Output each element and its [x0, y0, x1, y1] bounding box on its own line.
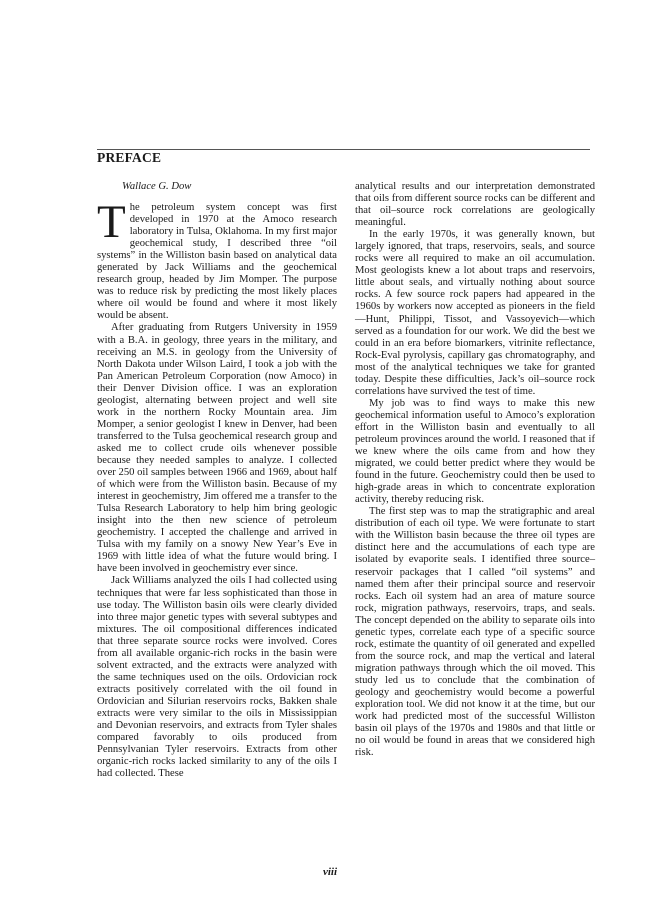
- page-number: viii: [322, 866, 338, 878]
- paragraph: Jack Williams analyzed the oils I had collected using techniques that were far less sophisticated than those in use today. The Williston basin oils were clearly divided into three major genetic types with several subtypes and mixtures. The oil compositional differences indicated that three separate source rocks were involved. Cores from all available organic-rich rocks in the basin were solvent extracted, and the extracts were analyzed with the same techniques used on the oils. Ordovician rock extracts positively correlated with the oil found in Ordovician and Silurian reservoirs rocks, Bakken shale extracts were very similar to the oils in Mississippian and Devonian reservoirs, and extracts from Tyler shales compared favorably to oils produced from Pennsylvanian Tyler reservoirs. Extracts from other organic-rich rocks lacked similarity to any of the oils I had collected. These: [97, 575, 337, 780]
- header-rule: [97, 149, 590, 150]
- page-title: PREFACE: [97, 150, 162, 165]
- drop-cap: T: [97, 196, 126, 248]
- first-paragraph-text: he petroleum system concept was first developed in 1970 at the Amoco research laboratory in Tulsa, Oklahoma. In my first major geochemical study, I described three “oil systems” in the Williston basin based on analytical data generated by Jack Williams and the geochemical research group, headed by Jim Momper. The purpose was to reduce risk by predicting the most likely places where oil would be found and where it most likely would be absent.: [97, 202, 337, 322]
- first-paragraph: [97, 196, 337, 322]
- author-name: Wallace G. Dow: [122, 181, 192, 192]
- paragraph: The first step was to map the stratigraphic and areal distribution of each oil type. We were fortunate to start with the Williston basin because the three oil types are distinct here and the accumulations of each type are isolated by evaporite seals. I identified three source–reservoir packages that I called “oil systems” and named them after their principal source and reservoir rocks. Each oil system had an area of mature source rock, migration pathways, reservoirs, traps, and seals. The concept depended on the ability to separate oils into genetic types, correlate each type of a specific source rock, estimate the quantity of oil generated and expelled from the source rock, and map the vertical and lateral migration pathways through which the oil moved. This study led us to conclude that the combination of geology and geochemistry would become a powerful exploration tool. We did not know it at the time, but our work had predicted most of the successful Williston basin oil plays of the 1970s and 1980s and that little or no oil would be found in areas that we considered high risk.: [355, 506, 595, 759]
- paragraph: In the early 1970s, it was generally known, but largely ignored, that traps, reservoirs, seals, and source rocks were all required to make an oil accumulation. Most geologists knew a lot about traps and reservoirs, little about seals, and virtually nothing about source rocks. A few source rock papers had appeared in the 1960s by workers now accepted as pioneers in the field—Hunt, Philippi, Tissot, and Vassoyevich—which served as a foundation for our work. We did the best we could in an era before biomarkers, vitrinite reflectance, Rock-Eval pyrolysis, capillary gas chromatography, and most of the analytical techniques we take for granted today. Despite these difficulties, Jack’s oil–source rock correlations have survived the test of time.: [355, 229, 595, 397]
- paragraph: After graduating from Rutgers University in 1959 with a B.A. in geology, three years in the military, and receiving an M.S. in geology from the University of North Dakota under Wilson Laird, I took a job with the Pan American Petroleum Corporation (now Amoco) in their Denver Division office. I was an exploration geologist, alternating between project and well site work in the northern Rocky Mountain area. Jim Momper, a senior geologist I knew in Denver, had been transferred to the Tulsa geochemical research group and asked me to collect crude oils whenever possible because they needed samples to analyze. I collected over 250 oil samples between 1966 and 1969, about half of which were from the Williston basin. Because of my interest in geochemistry, Jim offered me a transfer to the Tulsa Research Laboratory to help him bring geologic insight into the then new science of petroleum geochemistry. I accepted the challenge and arrived in Tulsa with my family on a snowy New Year’s Eve in 1969 with little idea of what the future would bring. I have been involved in geochemistry ever since.: [97, 322, 337, 575]
- paragraph: My job was to find ways to make this new geochemical information useful to Amoco’s exploration effort in the Williston basin and eventually to all petroleum provinces around the world. I reasoned that if we knew where the oils came from and how they migrated, we could better predict where they would be found in the future. Geochemistry could then be used to high-grade areas in which to concentrate exploration activity, thereby reducing risk.: [355, 397, 595, 506]
- paragraph-continuation: analytical results and our interpretation demonstrated that oils from different source rocks can be different and that oil–source rock correlations are geologically meaningful.: [355, 181, 595, 229]
- right-column: [355, 181, 595, 759]
- left-column: [97, 181, 337, 780]
